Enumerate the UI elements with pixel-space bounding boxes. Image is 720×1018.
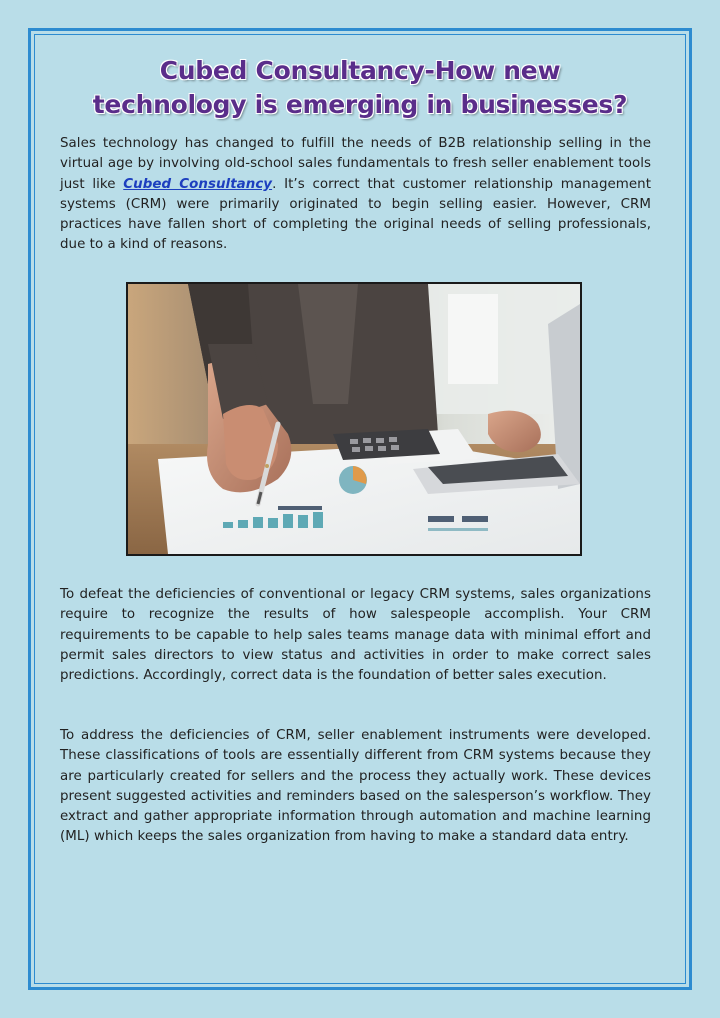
paragraph-3: To address the deficiencies of CRM, seller enablement instruments were developed. These classifications of tools are essentially different from CRM systems because they are particularly created for sellers and the process they actually work. These devices present suggested activities and reminders based on the salesperson’s workflow. They extract and gather appropriate information through automation and machine learning (ML) which keeps the sales organization from having to make a standard data entry. [60, 728, 651, 845]
cubed-consultancy-link[interactable]: Cubed Consultancy [123, 176, 273, 192]
paragraph-2: To defeat the deficiencies of conventional or legacy CRM systems, sales organizations require to recognize the results of how salespeople accomplish. Your CRM requirements to be capable to help sales teams manage data with minimal effort and permit sales directors to view status and activities in order to make correct sales predictions. Accordingly, correct data is the foundation of better sales execution. [60, 587, 651, 684]
paragraph-1 [60, 134, 651, 256]
document-title [40, 54, 680, 122]
paragraph-1-text-end: . It’s correct that customer relationship management systems (CRM) were primarily originated to begin selling easier. However, CRM practices have fallen short of completing the original needs of selling professionals, due to a kind of reasons. [60, 176, 651, 253]
business-photo [126, 282, 582, 556]
paragraph-1-text-start: Sales technology has changed to fulfill the needs of B2B relationship selling in the virtual age by involving old-school sales fundamentals to fresh seller enablement tools just like [60, 136, 651, 192]
title-line-2: technology is emerging in businesses? [92, 90, 628, 119]
business-photo-pen-laptop-charts-icon [128, 284, 580, 554]
title-line-1: Cubed Consultancy-How new [159, 56, 561, 85]
